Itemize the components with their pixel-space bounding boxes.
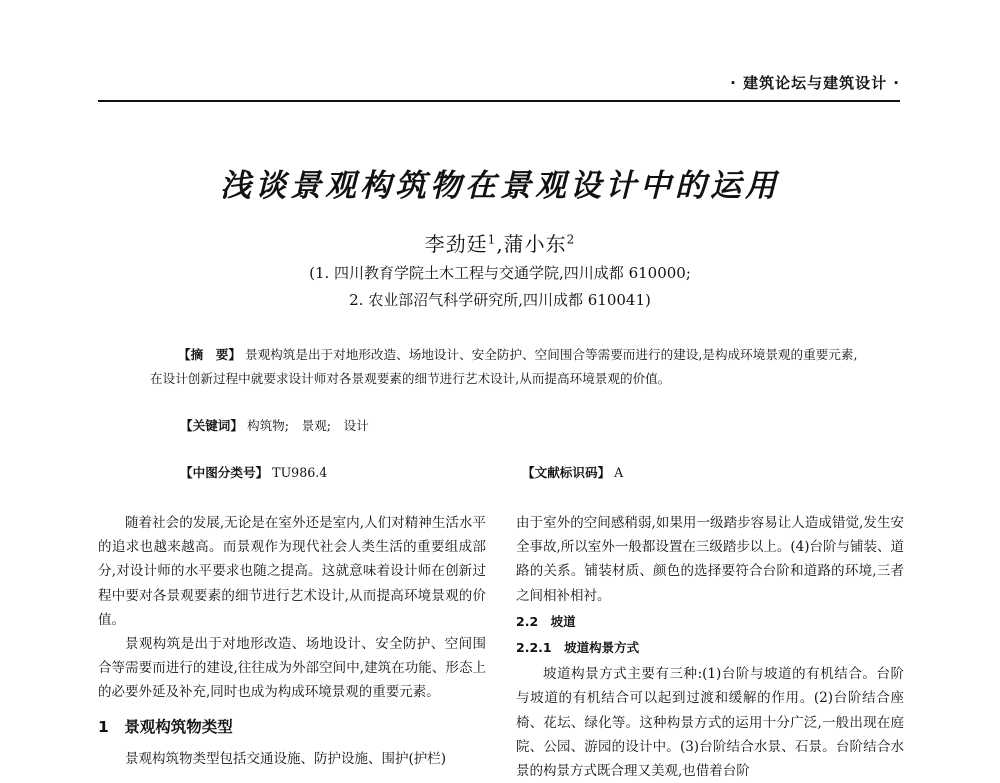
left-column <box>98 511 486 771</box>
right-column <box>516 511 904 783</box>
author-1-sup: 1 <box>487 232 497 247</box>
document-code-value: A <box>614 465 624 480</box>
classification-value: TU986.4 <box>272 465 328 480</box>
body-paragraph: 景观构筑是出于对地形改造、场地设计、安全防护、空间围合等需要而进行的建设,往往成为外部空间中,建筑在功能、形态上的必要外延及补充,同时也成为构成环境景观的重要元素。 <box>98 636 486 701</box>
keywords-text: 构筑物; 景观; 设计 <box>246 418 369 433</box>
section-heading: 1 景观构筑物类型 <box>98 717 233 736</box>
affiliation-1: (1. 四川教育学院土木工程与交通学院,四川成都 610000; <box>309 264 691 282</box>
abstract-label: 【摘 要】 <box>178 347 241 362</box>
classification-label: 【中图分类号】 <box>180 465 269 480</box>
author-2-sup: 2 <box>566 232 576 247</box>
body-paragraph: 由于室外的空间感稍弱,如果用一级踏步容易让人造成错觉,发生安全事故,所以室外一般都设置在三级踏步以上。(4)台阶与铺装、道路的关系。铺装材质、颜色的选择要符合台阶和道路的环境,三者之间相补相衬。 <box>516 515 904 604</box>
header-text: · 建筑论坛与建筑设计 · <box>730 74 900 92</box>
author-2: ,蒲小东 <box>496 232 567 256</box>
subsubsection-heading: 2.2.1 坡道构景方式 <box>516 640 640 656</box>
classification <box>180 462 327 481</box>
running-header <box>98 60 900 102</box>
body-paragraph: 景观构筑物类型包括交通设施、防护设施、围护(护栏) <box>125 750 447 767</box>
header-rule <box>98 100 900 102</box>
keywords-label: 【关键词】 <box>180 418 243 433</box>
document-code-label: 【文献标识码】 <box>522 465 611 480</box>
paper-title: 浅谈景观构筑物在景观设计中的运用 <box>220 168 780 204</box>
body-paragraph: 随着社会的发展,无论是在室外还是室内,人们对精神生活水平的追求也越来越高。而景观作为现代社会人类生活的重要组成部分,对设计师的水平要求也随之提高。这就意味着设计师在创新过程中要对各景观要素的细节进行艺术设计,从而提高环境景观的价值。 <box>98 515 486 628</box>
keywords <box>180 415 369 434</box>
author-1: 李劲廷 <box>424 232 488 256</box>
affiliation-2: 2. 农业部沼气科学研究所,四川成都 610041) <box>349 291 651 309</box>
abstract-text: 景观构筑是出于对地形改造、场地设计、安全防护、空间围合等需要而进行的建设,是构成环境景观的重要元素,在设计创新过程中就要求设计师对各景观要素的细节进行艺术设计,从而提高环境景观的价值。 <box>150 347 858 386</box>
abstract <box>150 343 860 391</box>
document-code <box>522 462 623 481</box>
subsection-heading: 2.2 坡道 <box>516 613 576 629</box>
body-paragraph: 坡道构景方式主要有三种:(1)台阶与坡道的有机结合。台阶与坡道的有机结合可以起到过渡和缓解的作用。(2)台阶结合座椅、花坛、绿化等。这种构景方式的运用十分广泛,一般出现在庭院、公园、游园的设计中。(3)台阶结合水景、石景。台阶结合水景的构景方式既合理又美观,也借着台阶 <box>516 666 904 780</box>
authors <box>0 228 1000 257</box>
